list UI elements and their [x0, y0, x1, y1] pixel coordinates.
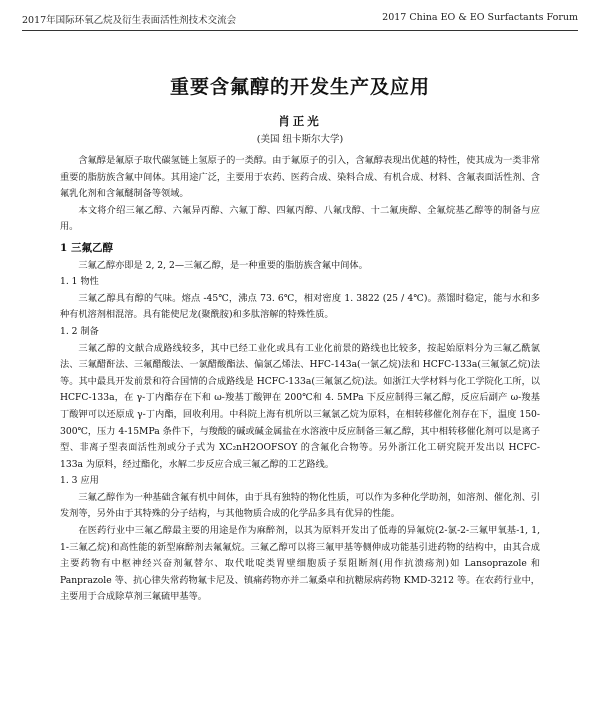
paper-body: [60, 153, 540, 606]
author-name: 肖正光: [278, 114, 322, 128]
section-1-1-paragraph: 三氟乙醇具有醇的气味。熔点 -45℃，沸点 73. 6℃，相对密度 1. 3822 (25 / 4℃)。蒸馏时稳定，能与水和多种有机溶剂相混溶。具有能使尼龙(聚酰胺)和多肽溶解的特殊性质。: [60, 292, 540, 321]
section-1-3-heading: 1. 3 应用: [60, 475, 99, 487]
section-1-3-paragraph-1: 三氟乙醇作为一种基础含氟有机中间体，由于具有独特的物化性质，可以作为多种化学助剂，如溶剂、催化剂、引发剂等，另外由于其特殊的分子结构，与其他物质合成的化学品多具有优异的性能。: [60, 491, 540, 520]
section-1-heading: 1 三氟乙醇: [60, 241, 113, 254]
intro-paragraph-2: 本文将介绍三氟乙醇、六氟异丙醇、六氟丁醇、四氟丙醇、八氟戊醇、十二氟庚醇、全氟烷基乙醇等的制备与应用。: [60, 204, 540, 233]
paper-title: 重要含氟醇的开发生产及应用: [169, 76, 430, 98]
section-1-2-heading: 1. 2 制备: [60, 325, 99, 337]
intro-paragraph-1: 含氟醇是氟原子取代碳氢链上氢原子的一类醇。由于氟原子的引入，含氟醇表现出优越的特性，使其成为一类非常重要的脂肪族含氟中间体。其用途广泛，主要用于农药、医药合成、染料合成、有机合成、材料、含氟表面活性剂、含氟乳化剂和含氟醚制备等领域。: [60, 155, 540, 200]
section-1-intro: 三氟乙醇亦即是 2, 2, 2—三氟乙醇，是一种重要的脂肪族含氟中间体。: [78, 259, 368, 271]
author-affiliation: (美国 纽卡斯尔大学): [256, 134, 344, 145]
section-1-2-paragraph: 三氟乙醇的文献合成路线较多，其中已经工业化或具有工业化前景的路线也比较多，按起始原料分为三氟乙酰氯法、三氟醋酐法、三氟醋酸法、一氯醋酸酯法、偏氯乙烯法、HFC-143a(一氯乙烷)法和 HCFC-133a(三氟氯乙烷)法等。其中最具开发前景和符合国情的合成路线是 HCFC-133a(三氟氯乙烷)法。如浙江大学材料与化工学院化工所，以 HCFC-133a，在 γ-丁内酯存在下和 ω-羧基丁酸钾在 200℃和 4. 5MPa 下反应制得三氟乙醇，反应后副产 ω-羧基丁酸钾可以还原成 γ-丁内酯，回收利用。中科院上海有机所以三氟氯乙烷为原料，在相转移催化剂存在下，温度 150-300℃，压力 4-15MPa 条件下，与羧酸的碱或碱金属盐在水溶液中反应制备三氟乙醇，其中相转移催化剂可以是离子型、非离子型表面活性剂或分子式为 XC₂nH2OOFSOY 的含氟化合物等。另外浙江化工研究院开发出以 HCFC-133a 为原料，经过酯化，水解二步反应合成三氟乙醇的工艺路线。: [60, 342, 540, 470]
running-header: [22, 12, 578, 28]
header-conference-en: 2017 China EO & EO Surfactants Forum: [382, 12, 578, 23]
header-conference-cn: 2017年国际环氧乙烷及衍生表面活性剂技术交流会: [22, 15, 237, 26]
header-divider: [22, 30, 578, 31]
section-1-3-paragraph-2: 在医药行业中三氟乙醇最主要的用途是作为麻醉剂，以其为原料开发出了低毒的异氟烷(2-氯-2-三氟甲氧基-1, 1, 1-三氟乙烷)和高性能的新型麻醉剂去氟氟烷。三氟乙醇可以将三氟甲基等侧伸成功能基引进药物的结构中，由其合成主要药物有中枢神经兴奋剂氟替尔、取代吡啶类胃壁细胞质子泵阻断剂(用作抗溃疡剂)如 Lansoprazole 和 Panprazole 等、抗心律失常药物氟卡尼及、镇痛药物亦并二氟桑卓和抗糖尿病药物 KMD-3212 等。在农药行业中，主要用于合成除草剂三氟硫甲基等。: [60, 525, 540, 603]
section-1-1-heading: 1. 1 物性: [60, 276, 99, 288]
